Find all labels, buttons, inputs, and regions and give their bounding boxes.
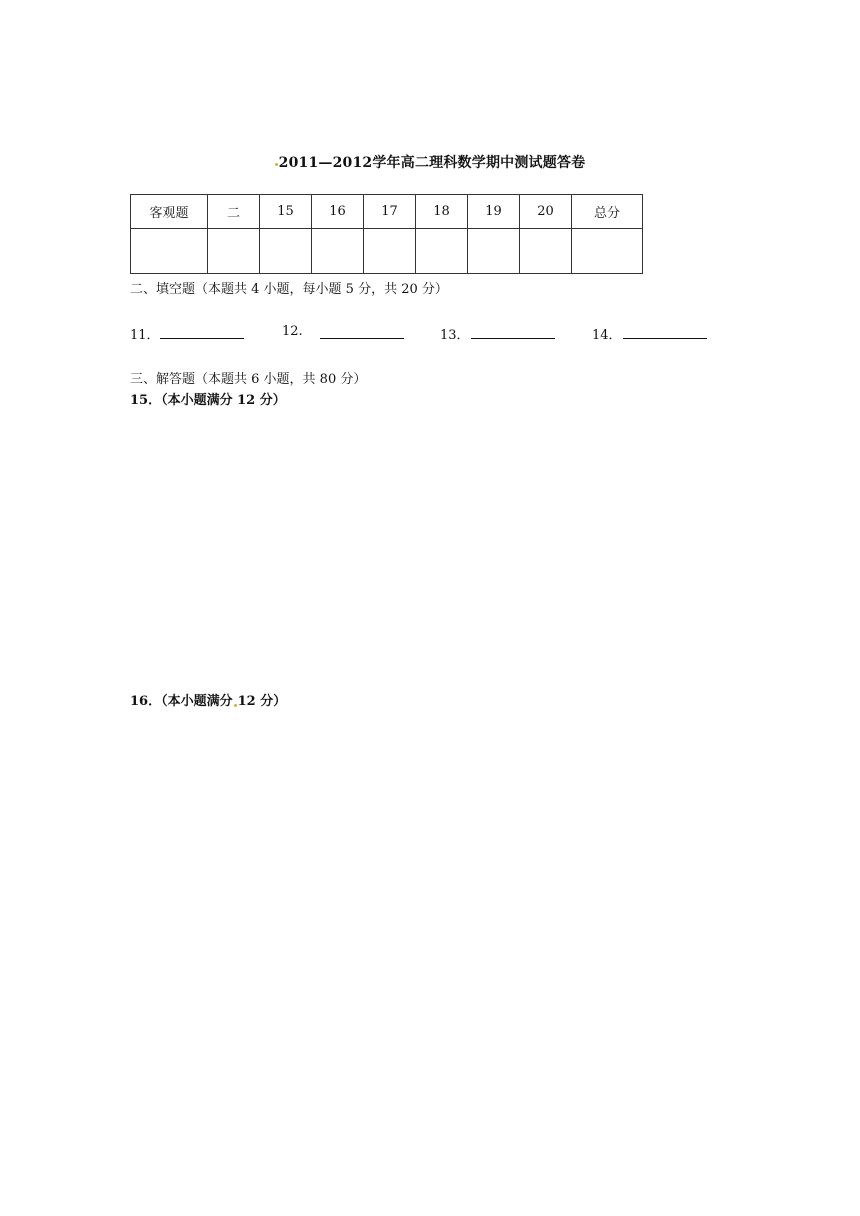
- mark-dot: [275, 163, 278, 166]
- score-header-cell: 总分: [572, 195, 643, 229]
- score-entry-cell[interactable]: [312, 229, 364, 274]
- question-16-prefix: 16．（本小题满分: [130, 694, 233, 709]
- score-entry-cell[interactable]: [520, 229, 572, 274]
- page-title: [0, 152, 860, 172]
- question-15-heading: 15．（本小题满分 12 分）: [130, 393, 286, 408]
- score-entry-cell[interactable]: [364, 229, 416, 274]
- score-header-cell: 15: [260, 195, 312, 229]
- blank-11-label: 11．: [130, 328, 160, 343]
- score-entry-cell[interactable]: [468, 229, 520, 274]
- blank-11-line[interactable]: [160, 338, 244, 339]
- score-header-cell: 20: [520, 195, 572, 229]
- score-entry-cell[interactable]: [572, 229, 643, 274]
- blank-13-label: 13．: [440, 328, 470, 343]
- score-header-cell: 17: [364, 195, 416, 229]
- score-entry-cell[interactable]: [131, 229, 208, 274]
- score-header-cell: 19: [468, 195, 520, 229]
- question-16-heading: [130, 690, 286, 709]
- question-16-suffix: 12 分）: [237, 694, 287, 709]
- score-entry-cell[interactable]: [208, 229, 260, 274]
- section2-heading: 二、填空题（本题共 4 小题，每小题 5 分，共 20 分）: [130, 282, 448, 297]
- title-text: 2011—2012学年高二理科数学期中测试题答卷: [278, 155, 586, 171]
- blank-14-line[interactable]: [623, 338, 707, 339]
- score-table-entry-row: [131, 229, 643, 274]
- score-header-cell: 18: [416, 195, 468, 229]
- score-header-cell: 16: [312, 195, 364, 229]
- score-entry-cell[interactable]: [416, 229, 468, 274]
- score-header-cell: 二: [208, 195, 260, 229]
- blank-14-label: 14．: [592, 328, 622, 343]
- score-table-header-row: [131, 195, 643, 229]
- section3-heading: 三、解答题（本题共 6 小题，共 80 分）: [130, 372, 367, 387]
- score-table: [130, 194, 643, 274]
- score-header-cell: 客观题: [131, 195, 208, 229]
- score-entry-cell[interactable]: [260, 229, 312, 274]
- blank-13-line[interactable]: [471, 338, 555, 339]
- blank-12-label: 12.: [282, 324, 303, 339]
- mark-dot: [234, 704, 237, 707]
- blank-12-line[interactable]: [320, 338, 404, 339]
